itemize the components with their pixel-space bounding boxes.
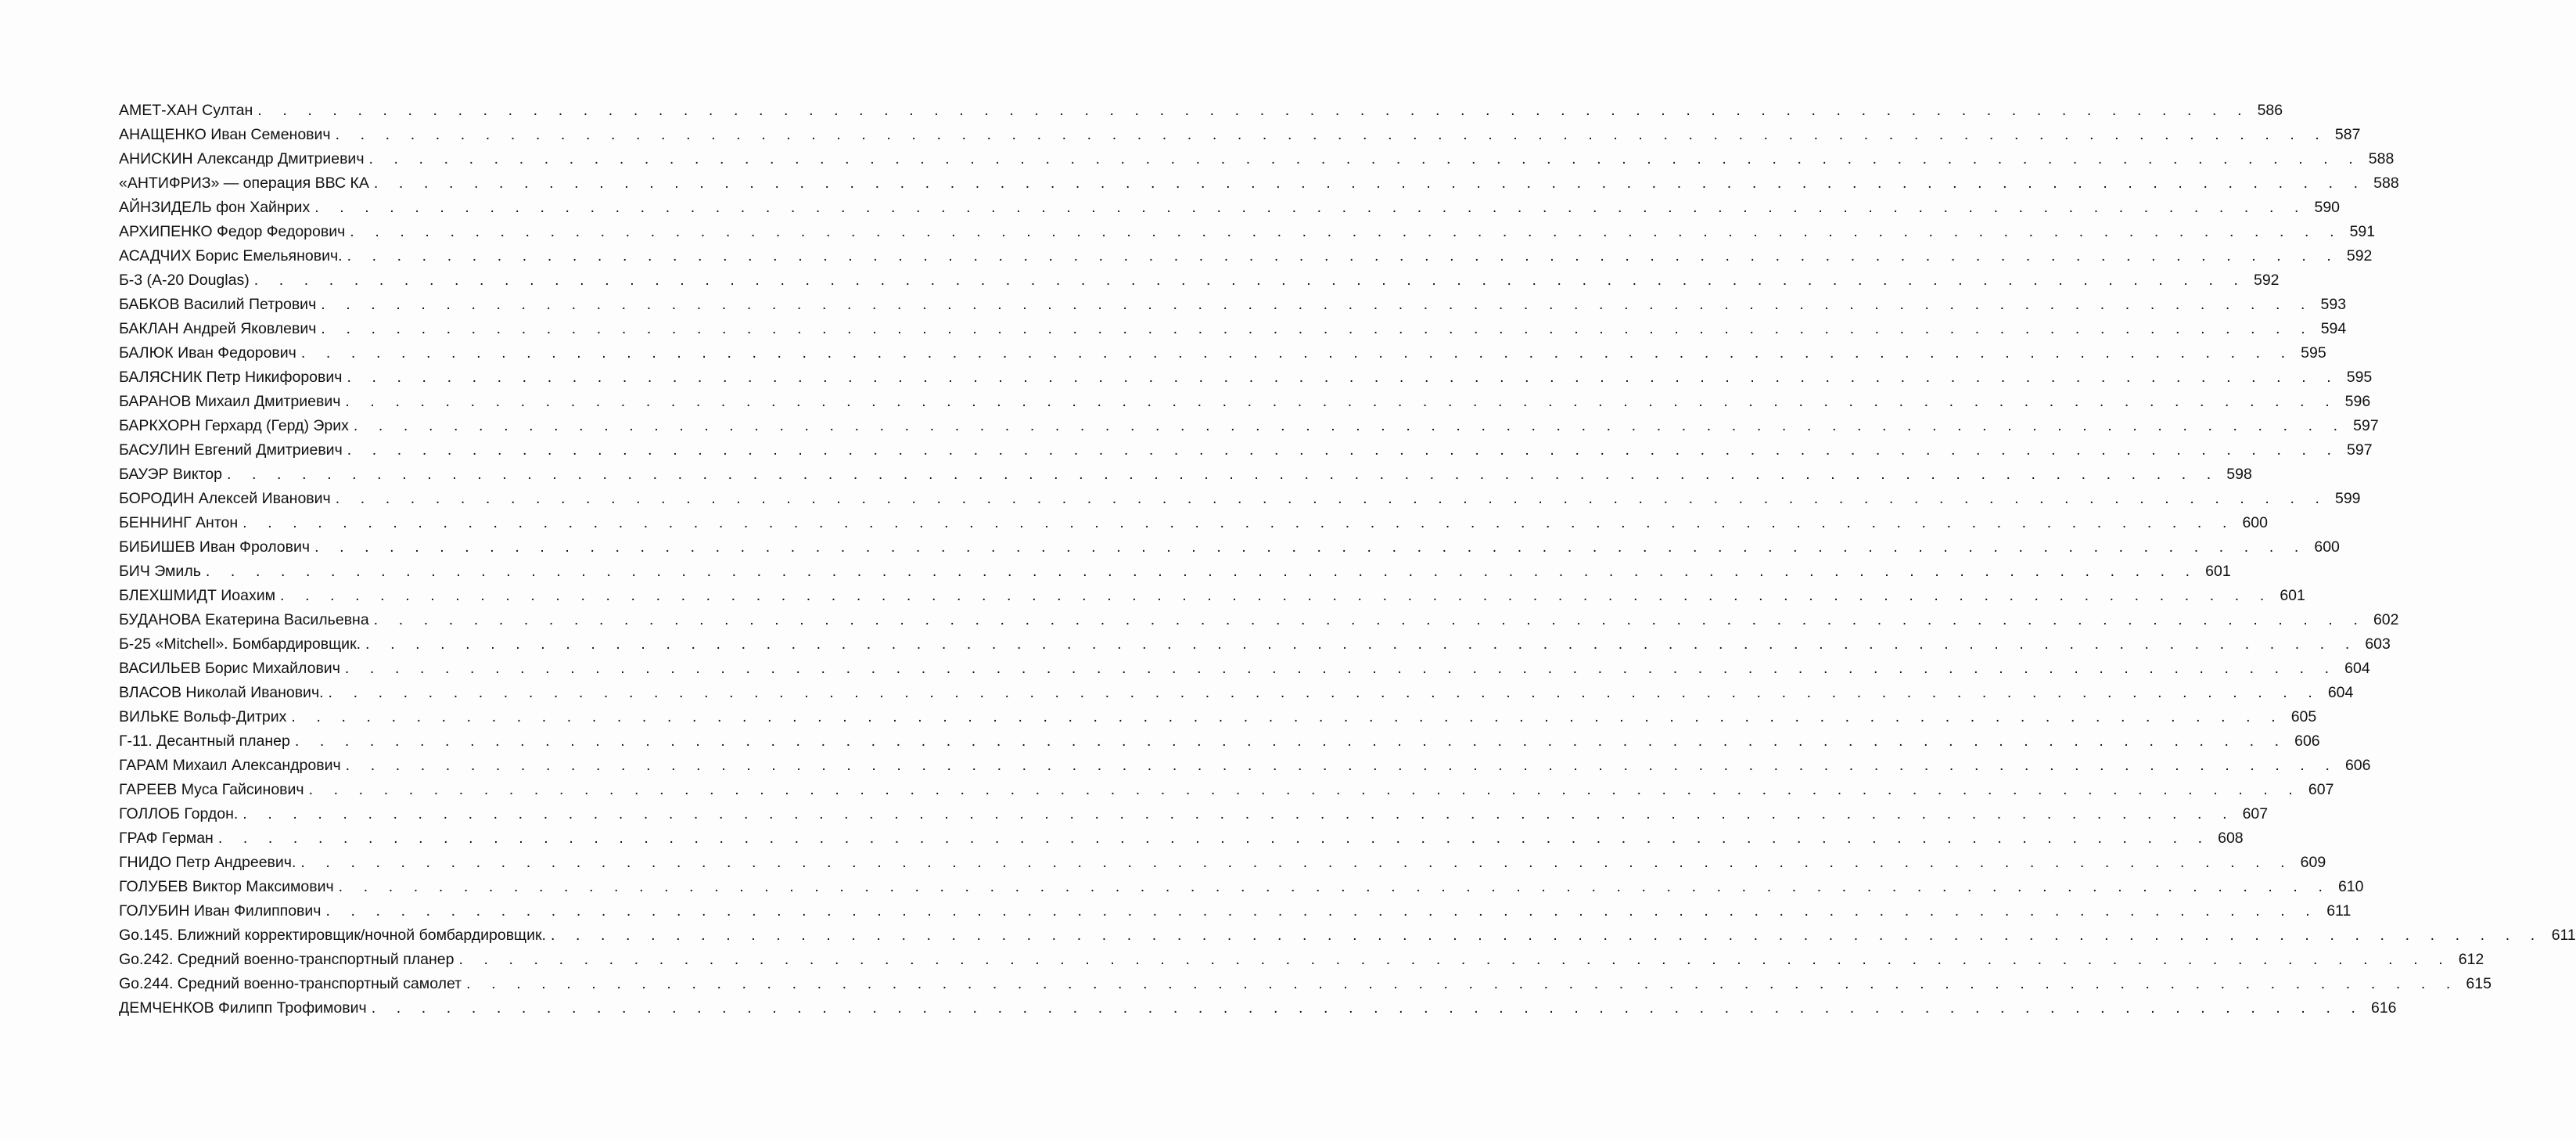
toc-entry-title: ГАРАМ Михаил Александрович — [119, 757, 341, 774]
toc-entry-page-number: 612 — [2458, 951, 2484, 968]
toc-entry-title: ВЛАСОВ Николай Иванович. — [119, 684, 324, 701]
dot-leader: . . . . . . . . . . . . . . . . . . . . . . . . . . . . . . . . . . . . . . . . . . . . . . . . . . . . . . . . . . . . . . . . . . . . . . . . . . . . . . . . — [466, 975, 2459, 992]
toc-entry-page-number: 593 — [2320, 296, 2347, 313]
dot-leader: . . . . . . . . . . . . . . . . . . . . . . . . . . . . . . . . . . . . . . . . . . . . . . . . . . . . . . . . . . . . . . . . . . . . . . . . . . . . . . . . — [226, 466, 2219, 483]
dot-leader: . . . . . . . . . . . . . . . . . . . . . . . . . . . . . . . . . . . . . . . . . . . . . . . . . . . . . . . . . . . . . . . . . . . . . . . . . . . . . . . . — [347, 247, 2340, 265]
dot-leader: . . . . . . . . . . . . . . . . . . . . . . . . . . . . . . . . . . . . . . . . . . . . . . . . . . . . . . . . . . . . . . . . . . . . . . . . . . . . . . . . — [321, 320, 2314, 337]
toc-entry-page-number: 604 — [2344, 660, 2370, 677]
toc-entry-title: ГАРЕЕВ Муса Гайсинович — [119, 781, 304, 798]
toc-entry-page-number: 601 — [2280, 587, 2305, 604]
toc-entry-page-number: 597 — [2347, 441, 2373, 459]
toc-entry — [119, 608, 2399, 632]
dot-leader: . . . . . . . . . . . . . . . . . . . . . . . . . . . . . . . . . . . . . . . . . . . . . . . . . . . . . . . . . . . . . . . . . . . . . . . . . . . . . . . . — [314, 199, 2308, 216]
dot-leader: . . . . . . . . . . . . . . . . . . . . . . . . . . . . . . . . . . . . . . . . . . . . . . . . . . . . . . . . . . . . . . . . . . . . . . . . . . . . . . . . — [253, 272, 2247, 289]
toc-entry-title: БОРОДИН Алексей Иванович — [119, 490, 331, 507]
toc-entry-title: ГОЛУБИН Иван Филиппович — [119, 902, 322, 920]
toc-entry — [119, 438, 2373, 463]
toc-entry-page-number: 600 — [2242, 514, 2268, 531]
toc-entry — [119, 487, 2361, 511]
toc-entry-page-number: 600 — [2314, 538, 2340, 556]
toc-entry-title: ГОЛЛОБ Гордон. — [119, 805, 239, 822]
toc-entry — [119, 826, 2244, 851]
toc-entry — [119, 244, 2373, 268]
toc-entry-page-number: 591 — [2349, 223, 2376, 240]
dot-leader: . . . . . . . . . . . . . . . . . . . . . . . . . . . . . . . . . . . . . . . . . . . . . . . . . . . . . . . . . . . . . . . . . . . . . . . . . . . . . . . . — [347, 369, 2340, 386]
toc-entry — [119, 317, 2347, 341]
toc-entry-title: БУДАНОВА Екатерина Васильевна — [119, 611, 369, 628]
toc-entry — [119, 778, 2334, 802]
toc-entry-page-number: 616 — [2370, 999, 2397, 1017]
toc-entry-title: БАКЛАН Андрей Яковлевич — [119, 320, 317, 337]
dot-leader: . . . . . . . . . . . . . . . . . . . . . . . . . . . . . . . . . . . . . . . . . . . . . . . . . . . . . . . . . . . . . . . . . . . . . . . . . . . . . . . . — [257, 102, 2251, 119]
toc-entry — [119, 463, 2252, 487]
toc-entry-page-number: 610 — [2337, 878, 2364, 895]
toc-entry-title: БЛЕХШМИДТ Иоахим — [119, 587, 276, 604]
toc-entry-page-number: 595 — [2346, 369, 2373, 386]
toc-entry-page-number: 599 — [2334, 490, 2361, 507]
dot-leader: . . . . . . . . . . . . . . . . . . . . . . . . . . . . . . . . . . . . . . . . . . . . . . . . . . . . . . . . . . . . . . . . . . . . . . . . . . . . . . . . — [308, 781, 2301, 798]
toc-entry-page-number: 603 — [2365, 635, 2391, 653]
toc-entry-title: ГОЛУБЕВ Виктор Максимович — [119, 878, 334, 895]
toc-entry-page-number: 588 — [2373, 175, 2399, 192]
toc-entry-page-number: 590 — [2314, 199, 2341, 216]
toc-entry — [119, 802, 2269, 826]
toc-entry-page-number: 597 — [2353, 417, 2379, 434]
toc-entry-page-number: 601 — [2205, 563, 2231, 580]
toc-entry — [119, 390, 2371, 414]
toc-entry-page-number: 615 — [2466, 975, 2492, 992]
toc-entry — [119, 365, 2373, 390]
toc-entry-page-number: 604 — [2327, 684, 2354, 701]
toc-entry-title: Г-11. Десантный планер — [119, 732, 290, 750]
dot-leader: . . . . . . . . . . . . . . . . . . . . . . . . . . . . . . . . . . . . . . . . . . . . . . . . . . . . . . . . . . . . . . . . . . . . . . . . . . . . . . . . — [243, 805, 2236, 822]
toc-entry — [119, 899, 2351, 923]
toc-entry-title: АМЕТ-ХАН Султан — [119, 102, 253, 119]
dot-leader: . . . . . . . . . . . . . . . . . . . . . . . . . . . . . . . . . . . . . . . . . . . . . . . . . . . . . . . . . . . . . . . . . . . . . . . . . . . . . . . . — [217, 830, 2211, 847]
toc-entry — [119, 681, 2354, 705]
toc-entry — [119, 754, 2371, 778]
toc-entry — [119, 123, 2361, 147]
toc-entry-title: ДЕМЧЕНКОВ Филипп Трофимович — [119, 999, 367, 1017]
toc-entry — [119, 341, 2326, 365]
toc-entry-page-number: 595 — [2301, 344, 2326, 362]
dot-leader: . . . . . . . . . . . . . . . . . . . . . . . . . . . . . . . . . . . . . . . . . . . . . . . . . . . . . . . . . . . . . . . . . . . . . . . . . . . . . . . . — [550, 927, 2543, 944]
dot-leader: . . . . . . . . . . . . . . . . . . . . . . . . . . . . . . . . . . . . . . . . . . . . . . . . . . . . . . . . . . . . . . . . . . . . . . . . . . . . . . . . — [344, 660, 2337, 677]
toc-entry — [119, 632, 2391, 657]
dot-leader: . . . . . . . . . . . . . . . . . . . . . . . . . . . . . . . . . . . . . . . . . . . . . . . . . . . . . . . . . . . . . . . . . . . . . . . . . . . . . . . . — [458, 951, 2452, 968]
toc-entry — [119, 293, 2347, 317]
dot-leader: . . . . . . . . . . . . . . . . . . . . . . . . . . . . . . . . . . . . . . . . . . . . . . . . . . . . . . . . . . . . . . . . . . . . . . . . . . . . . . . . — [338, 878, 2331, 895]
dot-leader: . . . . . . . . . . . . . . . . . . . . . . . . . . . . . . . . . . . . . . . . . . . . . . . . . . . . . . . . . . . . . . . . . . . . . . . . . . . . . . . . — [321, 296, 2314, 313]
toc-entry — [119, 535, 2340, 560]
dot-leader: . . . . . . . . . . . . . . . . . . . . . . . . . . . . . . . . . . . . . . . . . . . . . . . . . . . . . . . . . . . . . . . . . . . . . . . . . . . . . . . . — [325, 902, 2319, 920]
toc-entry — [119, 705, 2317, 729]
toc-entry-page-number: 592 — [2253, 272, 2280, 289]
dot-leader: . . . . . . . . . . . . . . . . . . . . . . . . . . . . . . . . . . . . . . . . . . . . . . . . . . . . . . . . . . . . . . . . . . . . . . . . . . . . . . . . — [365, 635, 2358, 653]
toc-entry — [119, 414, 2379, 438]
dot-leader: . . . . . . . . . . . . . . . . . . . . . . . . . . . . . . . . . . . . . . . . . . . . . . . . . . . . . . . . . . . . . . . . . . . . . . . . . . . . . . . . — [280, 587, 2272, 604]
toc-entry-page-number: 611 — [2326, 902, 2351, 920]
toc-entry — [119, 996, 2397, 1020]
toc-entry-page-number: 592 — [2346, 247, 2373, 265]
dot-leader: . . . . . . . . . . . . . . . . . . . . . . . . . . . . . . . . . . . . . . . . . . . . . . . . . . . . . . . . . . . . . . . . . . . . . . . . . . . . . . . . — [345, 757, 2338, 774]
toc-entry-title: БАРАНОВ Михаил Дмитриевич — [119, 393, 341, 410]
toc-entry — [119, 268, 2280, 293]
table-of-contents — [119, 99, 2576, 1020]
toc-entry — [119, 972, 2492, 996]
dot-leader: . . . . . . . . . . . . . . . . . . . . . . . . . . . . . . . . . . . . . . . . . . . . . . . . . . . . . . . . . . . . . . . . . . . . . . . . . . . . . . . . — [300, 344, 2294, 362]
toc-entry-page-number: 607 — [2242, 805, 2269, 822]
toc-entry — [119, 511, 2268, 535]
toc-entry-title: БИБИШЕВ Иван Фролович — [119, 538, 311, 556]
toc-entry-title: АРХИПЕНКО Федор Федорович — [119, 223, 346, 240]
toc-entry — [119, 171, 2399, 196]
toc-entry-page-number: 607 — [2308, 781, 2334, 798]
toc-entry-title: Go.145. Ближний корректировщик/ночной бомбардировщик. — [119, 927, 546, 944]
dot-leader: . . . . . . . . . . . . . . . . . . . . . . . . . . . . . . . . . . . . . . . . . . . . . . . . . . . . . . . . . . . . . . . . . . . . . . . . . . . . . . . . — [353, 417, 2346, 434]
toc-entry-page-number: 596 — [2344, 393, 2371, 410]
toc-entry — [119, 220, 2376, 244]
dot-leader: . . . . . . . . . . . . . . . . . . . . . . . . . . . . . . . . . . . . . . . . . . . . . . . . . . . . . . . . . . . . . . . . . . . . . . . . . . . . . . . . — [300, 854, 2294, 871]
toc-entry-title: Go.242. Средний военно-транспортный планер — [119, 951, 454, 968]
dot-leader: . . . . . . . . . . . . . . . . . . . . . . . . . . . . . . . . . . . . . . . . . . . . . . . . . . . . . . . . . . . . . . . . . . . . . . . . . . . . . . . . — [347, 441, 2340, 459]
toc-entry — [119, 147, 2395, 171]
toc-entry-title: БАСУЛИН Евгений Дмитриевич — [119, 441, 343, 459]
toc-entry-page-number: 598 — [2226, 466, 2252, 483]
dot-leader: . . . . . . . . . . . . . . . . . . . . . . . . . . . . . . . . . . . . . . . . . . . . . . . . . . . . . . . . . . . . . . . . . . . . . . . . . . . . . . . . — [291, 708, 2284, 725]
dot-leader: . . . . . . . . . . . . . . . . . . . . . . . . . . . . . . . . . . . . . . . . . . . . . . . . . . . . . . . . . . . . . . . . . . . . . . . . . . . . . . . . — [205, 563, 2198, 580]
toc-entry — [119, 729, 2320, 754]
dot-leader: . . . . . . . . . . . . . . . . . . . . . . . . . . . . . . . . . . . . . . . . . . . . . . . . . . . . . . . . . . . . . . . . . . . . . . . . . . . . . . . . — [328, 684, 2321, 701]
toc-entry — [119, 875, 2364, 899]
toc-entry-page-number: 606 — [2344, 757, 2371, 774]
toc-entry — [119, 657, 2370, 681]
dot-leader: . . . . . . . . . . . . . . . . . . . . . . . . . . . . . . . . . . . . . . . . . . . . . . . . . . . . . . . . . . . . . . . . . . . . . . . . . . . . . . . . — [335, 126, 2328, 143]
toc-entry-page-number: 594 — [2320, 320, 2347, 337]
dot-leader: . . . . . . . . . . . . . . . . . . . . . . . . . . . . . . . . . . . . . . . . . . . . . . . . . . . . . . . . . . . . . . . . . . . . . . . . . . . . . . . . — [243, 514, 2235, 531]
toc-entry-title: АНАЩЕНКО Иван Семенович — [119, 126, 331, 143]
toc-entry-title: АЙНЗИДЕЛЬ фон Хайнрих — [119, 199, 311, 216]
toc-entry — [119, 923, 2576, 948]
toc-entry-title: АСАДЧИХ Борис Емельянович. — [119, 247, 343, 265]
toc-entry-page-number: 611 — [2551, 927, 2576, 944]
dot-leader: . . . . . . . . . . . . . . . . . . . . . . . . . . . . . . . . . . . . . . . . . . . . . . . . . . . . . . . . . . . . . . . . . . . . . . . . . . . . . . . . — [294, 732, 2287, 750]
toc-entry-page-number: 587 — [2334, 126, 2361, 143]
toc-entry-title: БАРКХОРН Герхард (Герд) Эрих — [119, 417, 349, 434]
dot-leader: . . . . . . . . . . . . . . . . . . . . . . . . . . . . . . . . . . . . . . . . . . . . . . . . . . . . . . . . . . . . . . . . . . . . . . . . . . . . . . . . — [373, 611, 2366, 628]
toc-entry-title: ВИЛЬКЕ Вольф-Дитрих — [119, 708, 287, 725]
toc-entry — [119, 851, 2326, 875]
dot-leader: . . . . . . . . . . . . . . . . . . . . . . . . . . . . . . . . . . . . . . . . . . . . . . . . . . . . . . . . . . . . . . . . . . . . . . . . . . . . . . . . — [314, 538, 2307, 556]
toc-entry-title: ГНИДО Петр Андреевич. — [119, 854, 296, 871]
toc-entry-title: БАУЭР Виктор — [119, 466, 222, 483]
toc-entry-title: ВАСИЛЬЕВ Борис Михайлович — [119, 660, 340, 677]
toc-entry-title: АНИСКИН Александр Дмитриевич — [119, 150, 365, 167]
dot-leader: . . . . . . . . . . . . . . . . . . . . . . . . . . . . . . . . . . . . . . . . . . . . . . . . . . . . . . . . . . . . . . . . . . . . . . . . . . . . . . . . — [373, 175, 2366, 192]
toc-entry-title: БЕННИНГ Антон — [119, 514, 239, 531]
toc-entry-page-number: 586 — [2257, 102, 2283, 119]
toc-entry-page-number: 609 — [2300, 854, 2326, 871]
toc-entry-page-number: 602 — [2373, 611, 2399, 628]
toc-entry-title: БАБКОВ Василий Петрович — [119, 296, 317, 313]
toc-entry-title: БИЧ Эмиль — [119, 563, 201, 580]
toc-entry — [119, 196, 2341, 220]
toc-entry-page-number: 608 — [2218, 830, 2244, 847]
dot-leader: . . . . . . . . . . . . . . . . . . . . . . . . . . . . . . . . . . . . . . . . . . . . . . . . . . . . . . . . . . . . . . . . . . . . . . . . . . . . . . . . — [345, 393, 2338, 410]
toc-entry — [119, 560, 2231, 584]
dot-leader: . . . . . . . . . . . . . . . . . . . . . . . . . . . . . . . . . . . . . . . . . . . . . . . . . . . . . . . . . . . . . . . . . . . . . . . . . . . . . . . . — [368, 150, 2362, 167]
toc-entry — [119, 99, 2283, 123]
toc-entry-page-number: 588 — [2368, 150, 2395, 167]
dot-leader: . . . . . . . . . . . . . . . . . . . . . . . . . . . . . . . . . . . . . . . . . . . . . . . . . . . . . . . . . . . . . . . . . . . . . . . . . . . . . . . . — [371, 999, 2364, 1017]
toc-entry — [119, 584, 2305, 608]
toc-entry-title: БАЛЯСНИК Петр Никифорович — [119, 369, 343, 386]
toc-entry-title: Go.244. Средний военно-транспортный самолет — [119, 975, 462, 992]
toc-entry-title: «АНТИФРИЗ» — операция ВВС КА — [119, 175, 369, 192]
toc-entry-title: Б-3 (А-20 Douglas) — [119, 272, 250, 289]
dot-leader: . . . . . . . . . . . . . . . . . . . . . . . . . . . . . . . . . . . . . . . . . . . . . . . . . . . . . . . . . . . . . . . . . . . . . . . . . . . . . . . . — [335, 490, 2328, 507]
toc-entry-title: Б-25 «Mitchell». Бомбардировщик. — [119, 635, 361, 653]
toc-entry-title: БАЛЮК Иван Федорович — [119, 344, 296, 362]
toc-entry-title: ГРАФ Герман — [119, 830, 214, 847]
toc-entry-page-number: 605 — [2290, 708, 2317, 725]
toc-entry-page-number: 606 — [2294, 732, 2320, 750]
toc-entry — [119, 948, 2484, 972]
dot-leader: . . . . . . . . . . . . . . . . . . . . . . . . . . . . . . . . . . . . . . . . . . . . . . . . . . . . . . . . . . . . . . . . . . . . . . . . . . . . . . . . — [350, 223, 2343, 240]
